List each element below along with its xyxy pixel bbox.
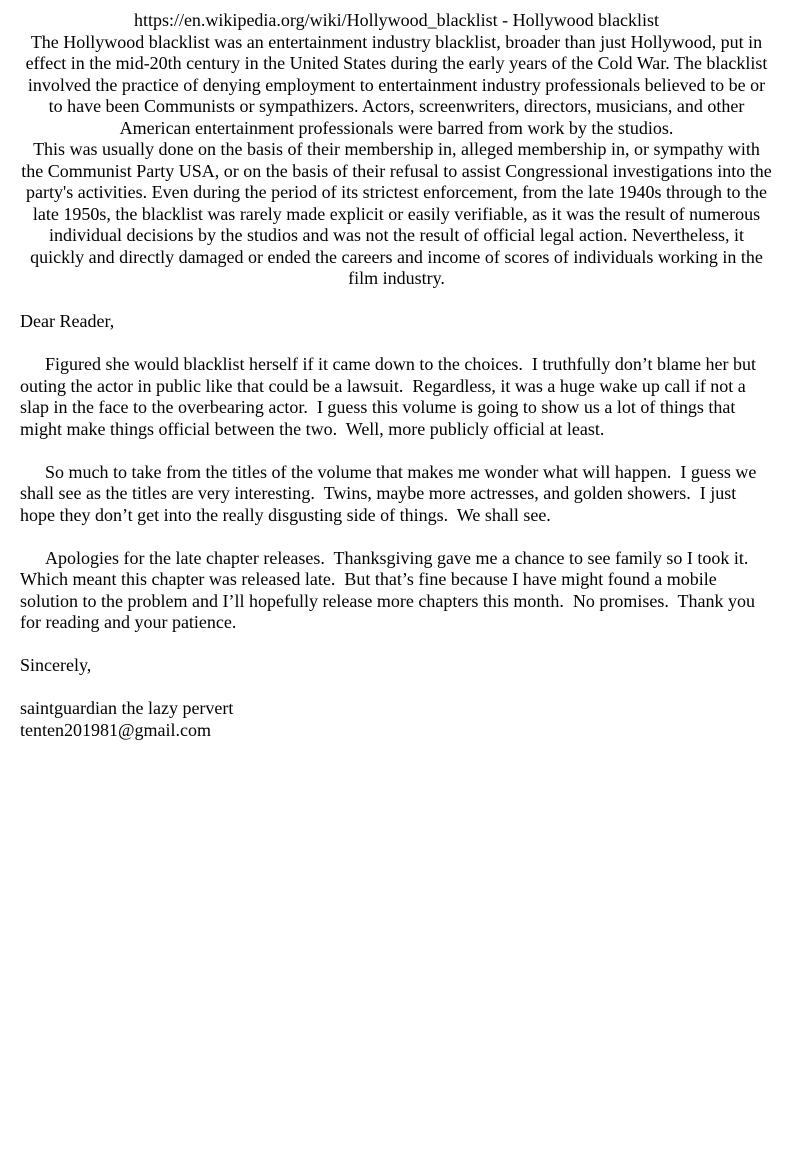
letter-paragraph-3: Apologies for the late chapter releases. Thanksgiving gave me a chance to see family so I took it. Which meant this chapter was released late. But that’s fine because I have might found a mobile solution to the problem and I’ll hopefully release more chapters this month. No promises. Thank you for reading and your patience. xyxy=(20,547,760,632)
source-link-line: https://en.wikipedia.org/wiki/Hollywood_blacklist - Hollywood blacklist xyxy=(133,10,660,30)
signature-name: saintguardian the lazy pervert xyxy=(20,698,234,718)
wiki-paragraph-1: The Hollywood blacklist was an entertainment industry blacklist, broader than just Hollywood, put in effect in the mid-20th century in the United States during the early years of the Cold War. The blacklist involved the practice of denying employment to entertainment industry professionals believed to be or to have been Communists or sympathizers. Actors, screenwriters, directors, musicians, and other American entertainment professionals were barred from work by the studios. xyxy=(25,31,768,138)
letter-paragraph-2: So much to take from the titles of the volume that makes me wonder what will happen. I guess we shall see as the titles are very interesting. Twins, maybe more actresses, and golden showers. I just hope they don’t get into the really disgusting side of things. We shall see. xyxy=(20,461,761,525)
salutation: Dear Reader, xyxy=(20,311,115,331)
letter-paragraph-1: Figured she would blacklist herself if it came down to the choices. I truthfully don’t blame her but outing the actor in public like that could be a lawsuit. Regardless, it was a huge wake up call if not a slap in the face to the overbearing actor. I guess this volume is going to show us a lot of things that might make things official between the two. Well, more publicly official at least. xyxy=(20,354,761,439)
signature-email: tenten201981@gmail.com xyxy=(20,719,212,740)
closing: Sincerely, xyxy=(20,655,92,675)
wiki-paragraph-2: This was usually done on the basis of their membership in, alleged membership in, or sympathy with the Communist Party USA, or on the basis of their refusal to assist Congressional investigations into the party's activities. Even during the period of its strictest enforcement, from the late 1940s through to the late 1950s, the blacklist was rarely made explicit or easily verifiable, as it was the result of numerous individual decisions by the studios and was not the result of official legal action. Nevertheless, it quickly and directly damaged or ended the careers and income of scores of individuals working in the film industry. xyxy=(21,139,772,288)
wikipedia-excerpt-block xyxy=(20,10,773,290)
author-note-letter xyxy=(20,311,773,741)
